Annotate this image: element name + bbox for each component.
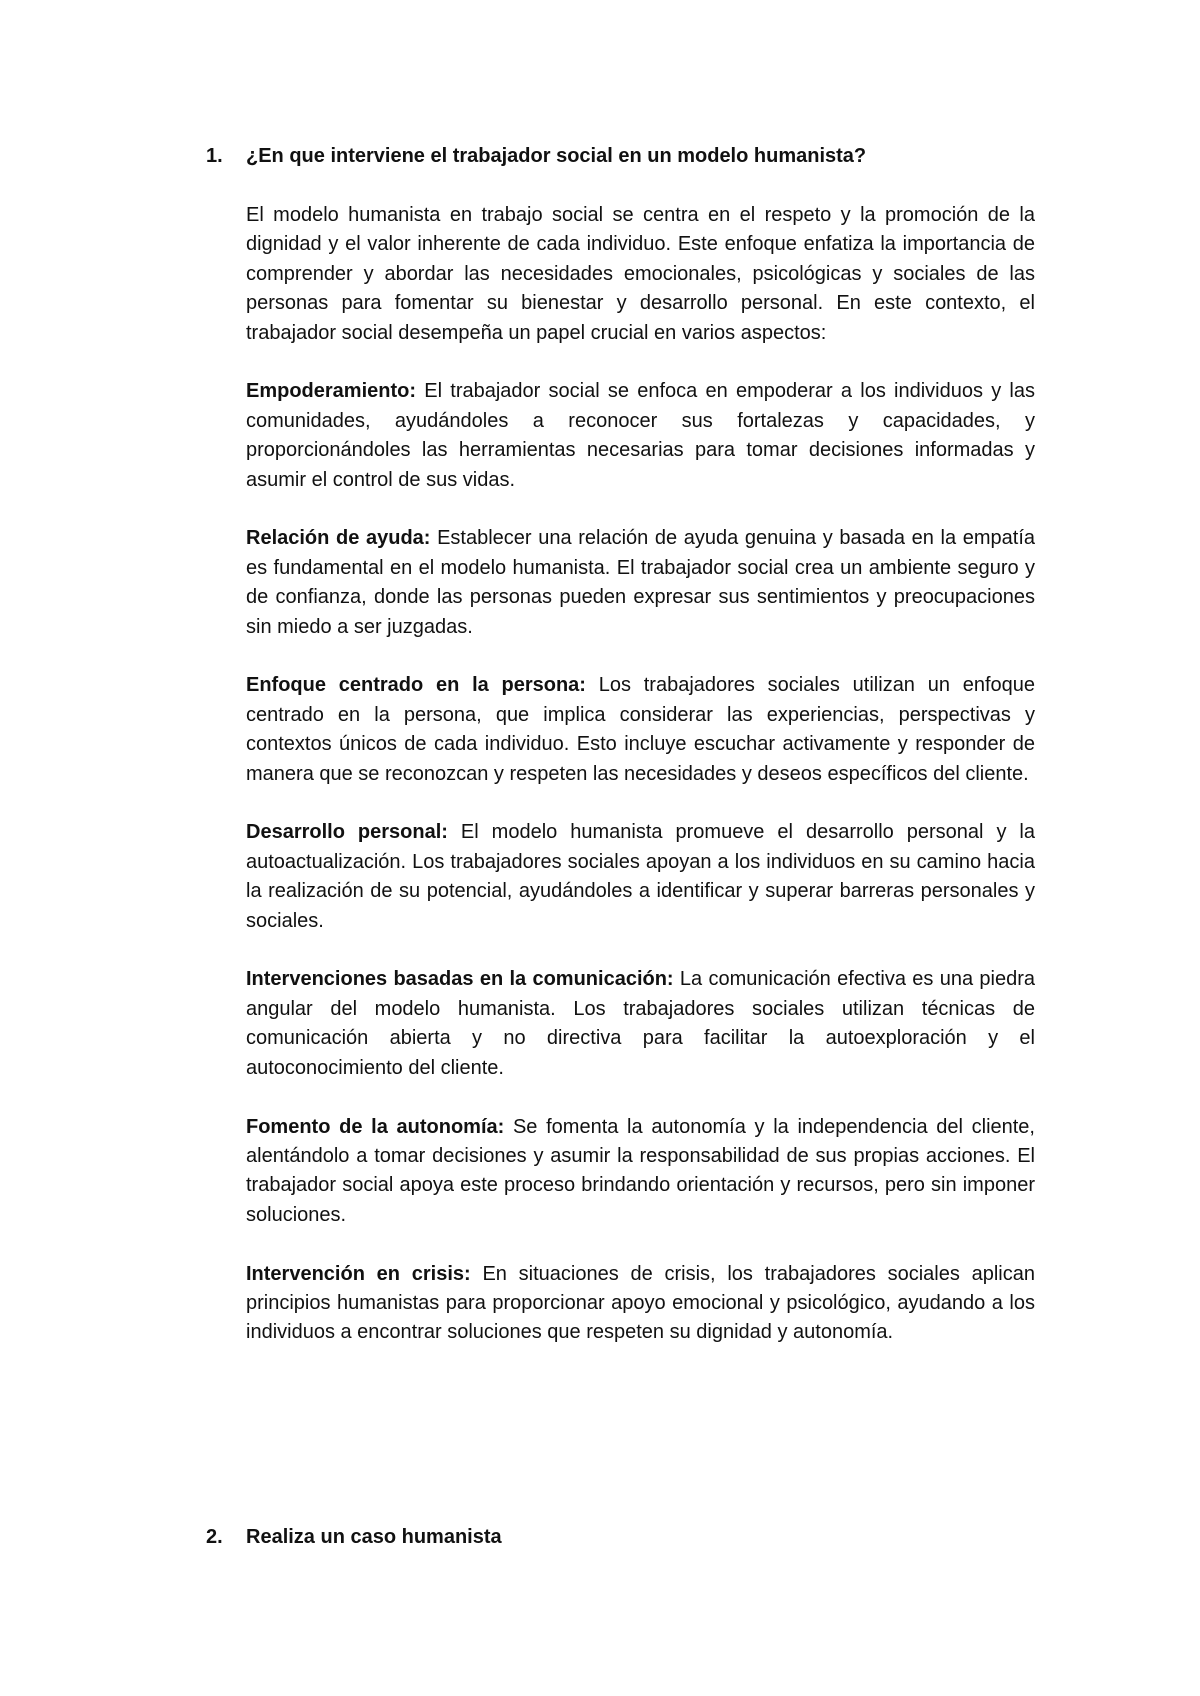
question-number: 1.: [206, 145, 223, 167]
aspect-term: Fomento de la autonomía:: [246, 1115, 505, 1138]
question-2-heading: [206, 1523, 1036, 1552]
aspect-paragraph-intervencion-crisis: [246, 1260, 1035, 1348]
aspect-text: Los trabajadores sociales utilizan un enfoque centrado en la persona, que implica considerar las experiencias, perspectivas y contextos únicos de cada individuo. Esto incluye escuchar activamente y responder de manera que se reconozcan y respeten las necesidades y deseos específicos del cliente.: [246, 674, 1035, 785]
aspect-paragraph-empoderamiento: [246, 377, 1035, 495]
aspect-paragraph-intervenciones-comunicacion: [246, 965, 1035, 1083]
aspect-term: Enfoque centrado en la persona:: [246, 674, 586, 697]
intro-paragraph: El modelo humanista en trabajo social se centra en el respeto y la promoción de la dignidad y el valor inherente de cada individuo. Este enfoque enfatiza la importancia de comprender y abordar las necesidades emocionales, psicológicas y sociales de las personas para fomentar su bienestar y desarrollo personal. En este contexto, el trabajador social desempeña un papel crucial en varios aspectos:: [246, 204, 1035, 344]
aspect-text: La comunicación efectiva es una piedra angular del modelo humanista. Los trabajadores sociales utilizan técnicas de comunicación abierta y no directiva para facilitar la autoexploración y el autoconocimiento del cliente.: [246, 968, 1036, 1079]
aspect-term: Intervenciones basadas en la comunicación:: [246, 968, 674, 991]
aspect-text: El trabajador social se enfoca en empoderar a los individuos y las comunidades, ayudándoles a reconocer sus fortalezas y capacidades, y proporcionándoles las herramientas necesarias para tomar decisiones informadas y asumir el control de sus vidas.: [246, 380, 1035, 491]
aspect-term: Intervención en crisis:: [246, 1262, 471, 1285]
aspect-paragraph-enfoque-centrado: [246, 671, 1035, 789]
question-title: Realiza un caso humanista: [246, 1526, 502, 1548]
aspect-text: Establecer una relación de ayuda genuina y basada en la empatía es fundamental en el modelo humanista. El trabajador social crea un ambiente seguro y de confianza, donde las personas pueden expresar sus sentimientos y preocupaciones sin miedo a ser juzgadas.: [246, 527, 1036, 638]
aspect-term: Desarrollo personal:: [246, 821, 448, 844]
aspect-paragraph-relacion-de-ayuda: [246, 524, 1035, 642]
aspect-text: El modelo humanista promueve el desarrollo personal y la autoactualización. Los trabajadores sociales apoyan a los individuos en su camino hacia la realización de su potencial, ayudándoles a identificar y superar barreras personales y sociales.: [246, 821, 1035, 932]
aspect-term: Empoderamiento:: [246, 380, 417, 403]
question-number: 2.: [206, 1526, 223, 1548]
aspect-paragraph-desarrollo-personal: [246, 818, 1035, 936]
aspect-paragraph-fomento-autonomia: [246, 1113, 1035, 1231]
aspect-text: Se fomenta la autonomía y la independencia del cliente, alentándolo a tomar decisiones y asumir la responsabilidad de sus propias acciones. El trabajador social apoya este proceso brindando orientación y recursos, pero sin imponer soluciones.: [246, 1115, 1035, 1226]
aspect-text: En situaciones de crisis, los trabajadores sociales aplican principios humanistas para proporcionar apoyo emocional y psicológico, ayudando a los individuos a encontrar soluciones que respeten su dignidad y autonomía.: [246, 1262, 1035, 1344]
answer-body: [246, 201, 1035, 1348]
question-1-heading: [206, 142, 1036, 171]
question-title: ¿En que interviene el trabajador social en un modelo humanista?: [246, 145, 867, 167]
aspect-term: Relación de ayuda:: [246, 527, 431, 550]
